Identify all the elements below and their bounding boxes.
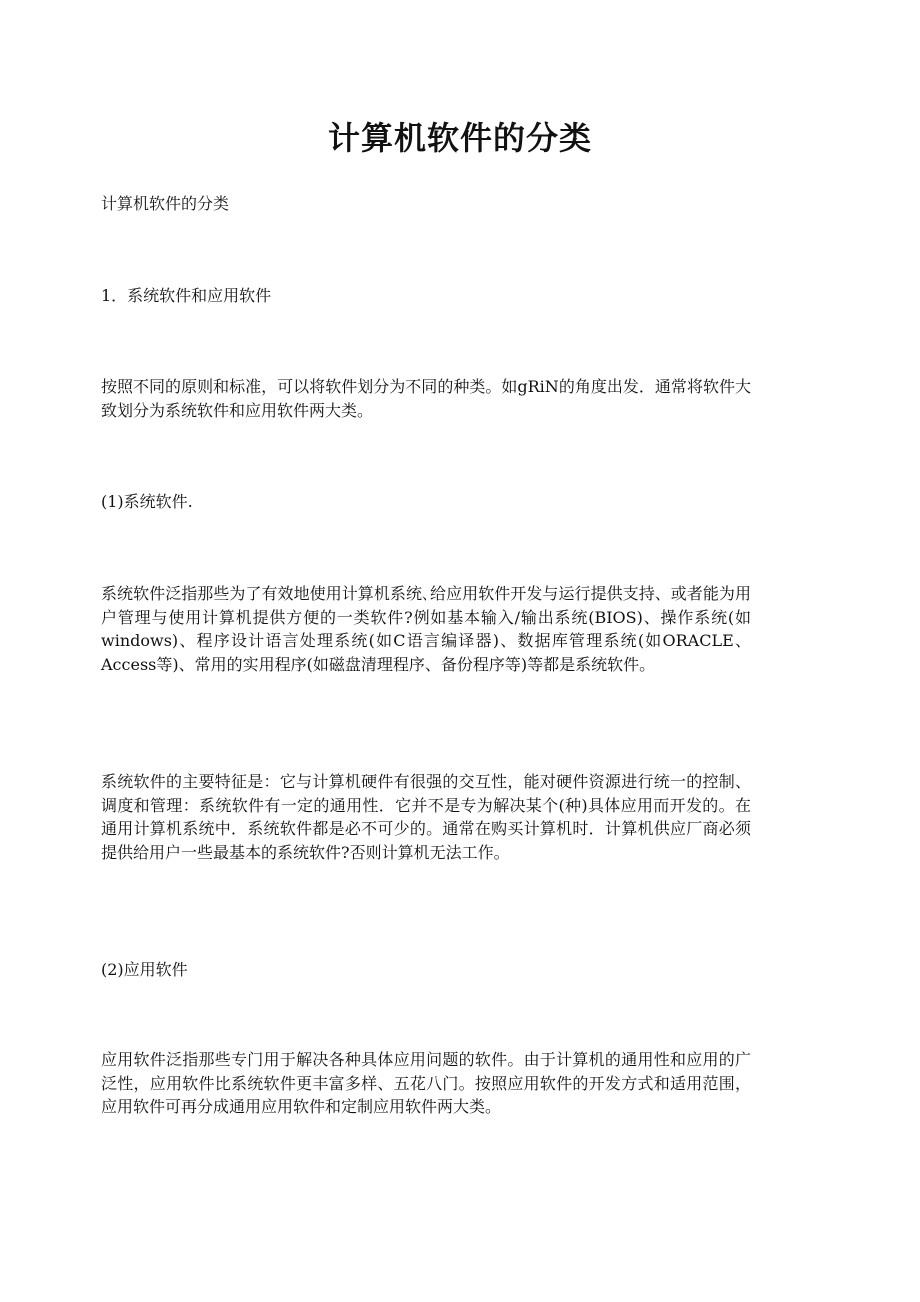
body-paragraph: 系统软件泛指那些为了有效地使用计算机系统､给应用软件开发与运行提供支持、或者能为用户管理与使用计算机提供方便的一类软件?例如基本输入/输出系统(BIOS)、操作系统(如windows)、程序设计语言处理系统(如C语言编译器)、数据库管理系统(如ORACLE、Access等)、常用的实用程序(如磁盘清理程序、备份程序等)等都是系统软件。 [101,584,751,674]
page-title: 计算机软件的分类 [327,119,592,157]
body-paragraph: 按照不同的原则和标准，可以将软件划分为不同的种类。如gRiN的角度出发．通常将软件大致划分为系统软件和应用软件两大类。 [101,377,751,420]
body-paragraph: 应用软件泛指那些专门用于解决各种具体应用问题的软件。由于计算机的通用性和应用的广泛性，应用软件比系统软件更丰富多样、五花八门。按照应用软件的开发方式和适用范围，应用软件可再分成通用应用软件和定制应用软件两大类。 [101,1050,751,1116]
body-paragraph: 系统软件的主要特征是：它与计算机硬件有很强的交互性，能对硬件资源进行统一的控制、调度和管理：系统软件有一定的通用性．它并不是专为解决某个(种)具体应用而开发的。在通用计算机系统中．系统软件都是必不可少的。通常在购买计算机时．计算机供应厂商必须提供给用户一些最基本的系统软件?否则计算机无法工作。 [101,772,751,862]
section-heading-1: 1．系统软件和应用软件 [101,286,272,305]
section-heading-system-software: (1)系统软件. [101,492,193,511]
section-heading-application-software: (2)应用软件 [101,960,188,979]
subtitle-paragraph: 计算机软件的分类 [101,194,230,213]
